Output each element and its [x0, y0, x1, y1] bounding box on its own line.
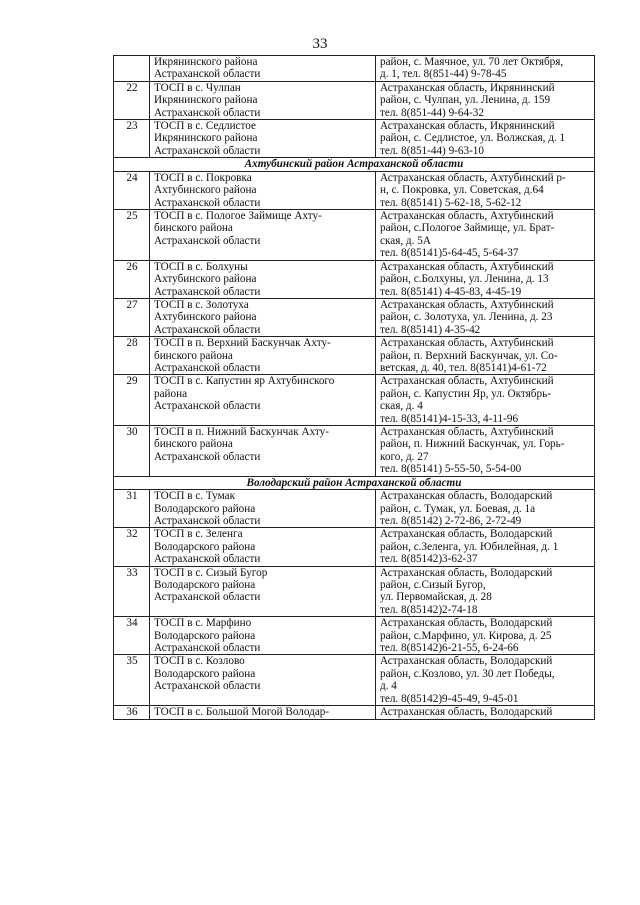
table-row: [114, 375, 595, 426]
table-row: [114, 528, 595, 566]
address-cell: Астраханская область, Володарский район, с. Тумак, ул. Боевая, д. 1а тел. 8(85142) 2-72-86, 2-72-49: [376, 490, 595, 528]
table-row: [114, 337, 595, 375]
table-row: [114, 655, 595, 706]
address-cell: Астраханская область, Ахтубинский район, с.Пологое Займище, ул. Брат- ская, д. 5А тел. 8(85141)5-64-45, 5-64-37: [376, 210, 595, 261]
organization-cell: ТОСП в с. Тумак Володарского района Астраханской области: [150, 490, 376, 528]
row-number: 26: [114, 260, 150, 298]
page-number: 33: [312, 36, 328, 52]
address-cell: район, с. Маячное, ул. 70 лет Октября, д. 1, тел. 8(851-44) 9-78-45: [376, 56, 595, 82]
table-row: [114, 566, 595, 617]
row-number: 23: [114, 120, 150, 158]
organization-cell: ТОСП в с. Козлово Володарского района Астраханской области: [150, 655, 376, 706]
address-cell: Астраханская область, Ахтубинский район, с.Болхуны, ул. Ленина, д. 13 тел. 8(85141) 4-45-83, 4-45-19: [376, 260, 595, 298]
organization-cell: ТОСП в с. Седлистое Икрянинского района Астраханской области: [150, 120, 376, 158]
table-row: [114, 210, 595, 261]
organization-cell: Икрянинского района Астраханской области: [150, 56, 376, 82]
row-number: 30: [114, 425, 150, 476]
address-cell: Астраханская область, Ахтубинский район, с. Золотуха, ул. Ленина, д. 23 тел. 8(85141) 4-35-42: [376, 298, 595, 336]
table-row: [114, 617, 595, 655]
row-number: 25: [114, 210, 150, 261]
organization-cell: ТОСП в с. Капустин яр Ахтубинского района Астраханской области: [150, 375, 376, 426]
address-cell: Астраханская область, Володарский район, с.Козлово, ул. 30 лет Победы, д. 4 тел. 8(85142)9-45-49, 9-45-01: [376, 655, 595, 706]
organization-cell: ТОСП в с. Чулпан Икрянинского района Астраханской области: [150, 81, 376, 119]
organization-cell: ТОСП в с. Болхуны Ахтубинского района Астраханской области: [150, 260, 376, 298]
table-row: [114, 120, 595, 158]
table-row: [114, 56, 595, 82]
row-number: 27: [114, 298, 150, 336]
address-cell: Астраханская область, Ахтубинский р- н, с. Покровка, ул. Советская, д.64 тел. 8(85141) 5-62-18, 5-62-12: [376, 171, 595, 209]
organization-cell: ТОСП в с. Большой Могой Володар-: [150, 706, 376, 719]
organization-cell: ТОСП в с. Зеленга Володарского района Астраханской области: [150, 528, 376, 566]
row-number: 24: [114, 171, 150, 209]
table-row: [114, 81, 595, 119]
address-cell: Астраханская область, Икрянинский район, с. Чулпан, ул. Ленина, д. 159 тел. 8(851-44) 9-64-32: [376, 81, 595, 119]
address-table: [113, 55, 595, 720]
table-row: [114, 706, 595, 719]
address-cell: Астраханская область, Володарский район, с.Сизый Бугор, ул. Первомайская, д. 28 тел. 8(85142)2-74-18: [376, 566, 595, 617]
row-number: 28: [114, 337, 150, 375]
row-number: 33: [114, 566, 150, 617]
row-number: 34: [114, 617, 150, 655]
section-header-row: [114, 158, 595, 172]
section-header-row: [114, 476, 595, 490]
organization-cell: ТОСП в с. Покровка Ахтубинского района Астраханской области: [150, 171, 376, 209]
organization-cell: ТОСП в п. Верхний Баскунчак Ахту- бинского района Астраханской области: [150, 337, 376, 375]
organization-cell: ТОСП в с. Золотуха Ахтубинского района Астраханской области: [150, 298, 376, 336]
table-row: [114, 260, 595, 298]
organization-cell: ТОСП в с. Марфино Володарского района Астраханской области: [150, 617, 376, 655]
row-number: 29: [114, 375, 150, 426]
section-title: Ахтубинский район Астраханской области: [114, 158, 595, 172]
table-row: [114, 298, 595, 336]
address-cell: Астраханская область, Володарский район, с.Марфино, ул. Кирова, д. 25 тел. 8(85142)6-21-55, 6-24-66: [376, 617, 595, 655]
table-row: [114, 490, 595, 528]
row-number: [114, 56, 150, 82]
row-number: 22: [114, 81, 150, 119]
row-number: 35: [114, 655, 150, 706]
address-cell: Астраханская область, Икрянинский район, с. Седлистое, ул. Волжская, д. 1 тел. 8(851-44) 9-63-10: [376, 120, 595, 158]
address-cell: Астраханская область, Володарский: [376, 706, 595, 719]
organization-cell: ТОСП в п. Нижний Баскунчак Ахту- бинского района Астраханской области: [150, 425, 376, 476]
address-cell: Астраханская область, Володарский район, с.Зеленга, ул. Юбилейная, д. 1 тел. 8(85142)3-62-37: [376, 528, 595, 566]
address-cell: Астраханская область, Ахтубинский район, п. Нижний Баскунчак, ул. Горь- кого, д. 27 тел. 8(85141) 5-55-50, 5-54-00: [376, 425, 595, 476]
row-number: 36: [114, 706, 150, 719]
table-row: [114, 425, 595, 476]
section-title: Володарский район Астраханской области: [114, 476, 595, 490]
row-number: 32: [114, 528, 150, 566]
organization-cell: ТОСП в с. Сизый Бугор Володарского района Астраханской области: [150, 566, 376, 617]
address-cell: Астраханская область, Ахтубинский район, с. Капустин Яр, ул. Октябрь- ская, д. 4 тел. 8(85141)4-15-33, 4-11-96: [376, 375, 595, 426]
address-cell: Астраханская область, Ахтубинский район, п. Верхний Баскунчак, ул. Со- ветская, д. 40, тел. 8(85141)4-61-72: [376, 337, 595, 375]
organization-cell: ТОСП в с. Пологое Займище Ахту- бинского района Астраханской области: [150, 210, 376, 261]
table-row: [114, 171, 595, 209]
row-number: 31: [114, 490, 150, 528]
